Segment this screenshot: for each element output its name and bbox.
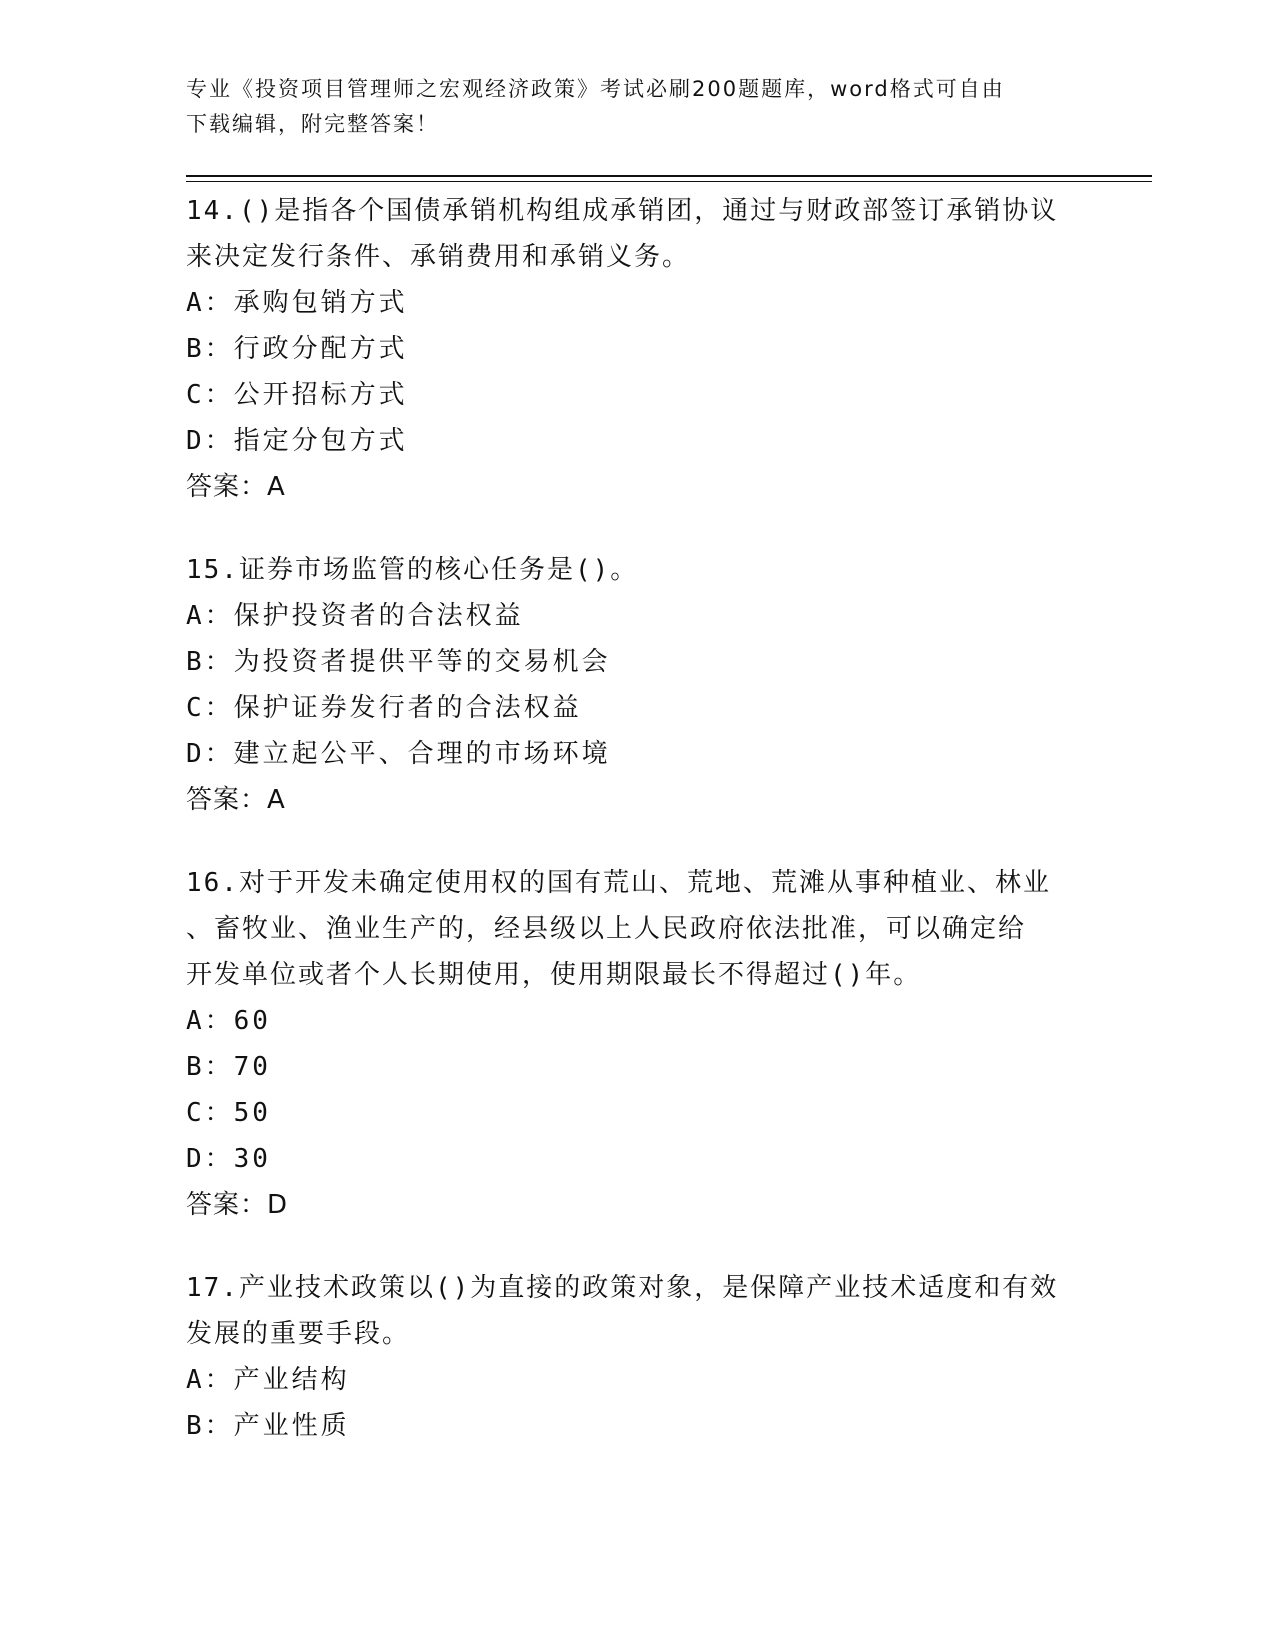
option-a: A：产业结构 — [186, 1365, 350, 1395]
option-b: B：为投资者提供平等的交易机会 — [186, 647, 611, 677]
question-15 — [186, 547, 1086, 823]
option-b: B：产业性质 — [186, 1411, 350, 1441]
question-stem-line: 17.产业技术政策以()为直接的政策对象，是保障产业技术适度和有效 — [186, 1273, 1059, 1303]
option-c: C：保护证券发行者的合法权益 — [186, 693, 582, 723]
option-d: D：指定分包方式 — [186, 426, 408, 456]
question-14 — [186, 188, 1086, 510]
option-a: A：60 — [186, 1006, 271, 1036]
question-16 — [186, 860, 1086, 1228]
question-list — [186, 188, 1086, 1486]
option-b: B：70 — [186, 1052, 271, 1082]
header-line-1: 专业《投资项目管理师之宏观经济政策》考试必刷200题题库，word格式可自由 — [186, 77, 1005, 101]
question-stem-line: 、畜牧业、渔业生产的，经县级以上人民政府依法批准，可以确定给 — [186, 914, 1027, 944]
question-stem-line: 发展的重要手段。 — [186, 1319, 411, 1349]
question-stem-line: 14.()是指各个国债承销机构组成承销团，通过与财政部签订承销协议 — [186, 196, 1059, 226]
option-d: D：30 — [186, 1144, 271, 1174]
option-c: C：公开招标方式 — [186, 380, 408, 410]
option-d: D：建立起公平、合理的市场环境 — [186, 739, 611, 769]
question-stem-line: 16.对于开发未确定使用权的国有荒山、荒地、荒滩从事种植业、林业 — [186, 868, 1051, 898]
answer-line: 答案：A — [186, 785, 286, 815]
option-a: A：承购包销方式 — [186, 288, 408, 318]
option-a: A：保护投资者的合法权益 — [186, 601, 524, 631]
question-stem-line: 15.证券市场监管的核心任务是()。 — [186, 555, 639, 585]
question-stem-line: 来决定发行条件、承销费用和承销义务。 — [186, 242, 691, 272]
header-divider-thin — [186, 181, 1152, 182]
answer-line: 答案：D — [186, 1190, 289, 1220]
answer-line: 答案：A — [186, 472, 286, 502]
option-b: B：行政分配方式 — [186, 334, 408, 364]
document-header — [186, 72, 1066, 142]
header-divider-thick — [186, 175, 1152, 177]
question-17 — [186, 1265, 1086, 1449]
header-line-2: 下载编辑，附完整答案！ — [186, 112, 439, 136]
option-c: C：50 — [186, 1098, 271, 1128]
question-stem-line: 开发单位或者个人长期使用，使用期限最长不得超过()年。 — [186, 960, 922, 990]
